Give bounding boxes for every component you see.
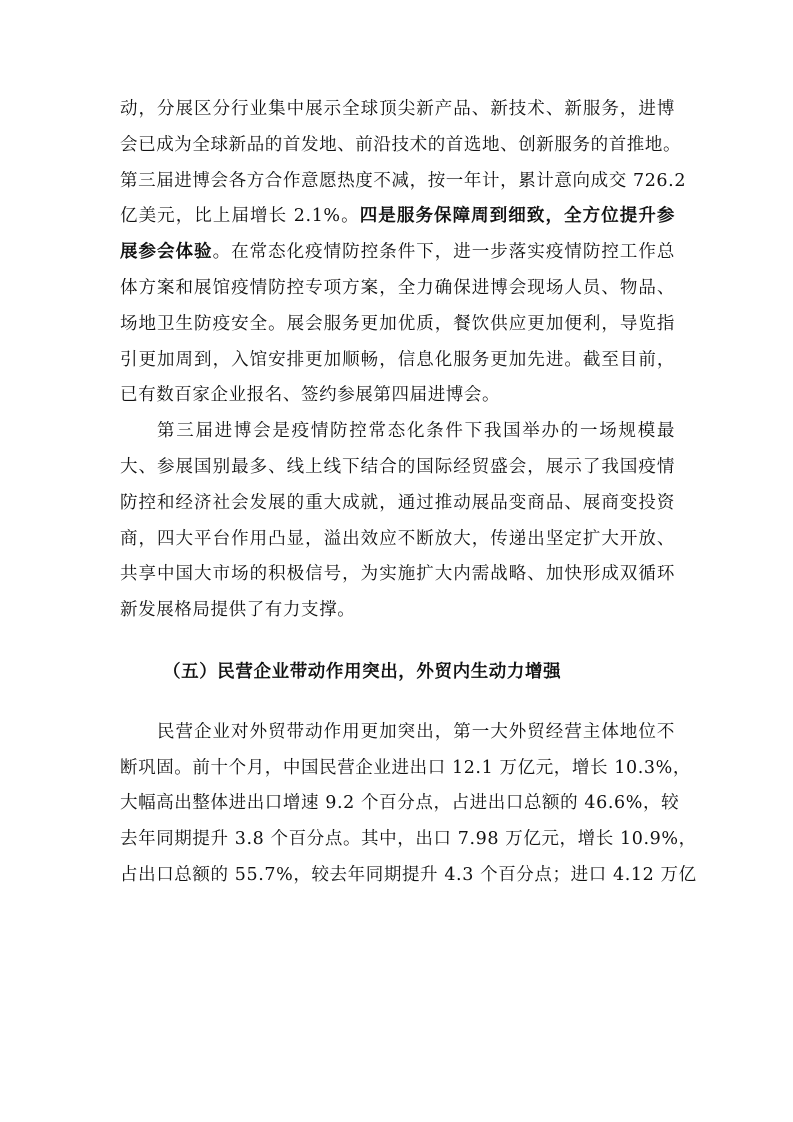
document-page bbox=[120, 92, 697, 894]
text-line: 第三届进博会各方合作意愿热度不减，按一年计，累计意向成交 726.2 bbox=[120, 170, 687, 191]
text-line: 会已成为全球新品的首发地、前沿技术的首选地、创新服务的首推地。 bbox=[120, 134, 682, 155]
paragraph-private-enterprises bbox=[120, 715, 697, 894]
text-line-mixed bbox=[120, 235, 675, 271]
text-line: 民营企业对外贸带动作用更加突出，第一大外贸经营主体地位不 bbox=[157, 721, 675, 742]
text-line: 场地卫生防疫安全。展会服务更加优质，餐饮供应更加便利，导览指 bbox=[120, 313, 675, 334]
text-line: 引更加周到，入馆安排更加顺畅，信息化服务更加先进。截至目前， bbox=[120, 349, 675, 370]
text-line: 体方案和展馆疫情防控专项方案，全力确保进博会现场人员、物品、 bbox=[120, 277, 675, 298]
text-line-mixed bbox=[120, 199, 675, 235]
text-line: 去年同期提升 3.8 个百分点。其中，出口 7.98 万亿元，增长 10.9%， bbox=[120, 829, 697, 850]
text-segment: 亿美元，比上届增长 2.1%。 bbox=[120, 206, 360, 227]
paragraph-expo-services bbox=[120, 92, 687, 414]
section-heading: （五）民营企业带动作用突出，外贸内生动力增强 bbox=[163, 661, 562, 682]
text-line: 占出口总额的 55.7%，较去年同期提升 4.3 个百分点；进口 4.12 万亿 bbox=[120, 864, 697, 885]
text-line: 大幅高出整体进出口增速 9.2 个百分点，占进出口总额的 46.6%，较 bbox=[120, 793, 680, 814]
text-line: 已有数百家企业报名、签约参展第四届进博会。 bbox=[120, 385, 501, 406]
text-line: 新发展格局提供了有力支撑。 bbox=[120, 600, 356, 621]
text-line: 共享中国大市场的积极信号，为实施扩大内需战略、加快形成双循环 bbox=[120, 564, 675, 585]
text-line: 防控和经济社会发展的重大成就，通过推动展品变商品、展商变投资 bbox=[120, 492, 675, 513]
text-line: 动，分展区分行业集中展示全球顶尖新产品、新技术、新服务，进博 bbox=[120, 99, 675, 119]
text-line: 断巩固。前十个月，中国民营企业进出口 12.1 万亿元，增长 10.3%， bbox=[120, 757, 691, 778]
text-line: 大、参展国别最多、线上线下结合的国际经贸盛会，展示了我国疫情 bbox=[120, 456, 675, 477]
paragraph-expo-summary bbox=[120, 414, 675, 629]
text-line: 第三届进博会是疫情防控常态化条件下我国举办的一场规模最 bbox=[157, 421, 675, 442]
bold-emphasis: 展参会体验 bbox=[120, 242, 213, 263]
text-segment: 。在常态化疫情防控条件下，进一步落实疫情防控工作总 bbox=[212, 242, 676, 263]
bold-emphasis: 四是服务保障周到细致，全方位提升参 bbox=[359, 206, 675, 227]
text-line: 商，四大平台作用凸显，溢出效应不断放大，传递出坚定扩大开放、 bbox=[120, 528, 675, 549]
